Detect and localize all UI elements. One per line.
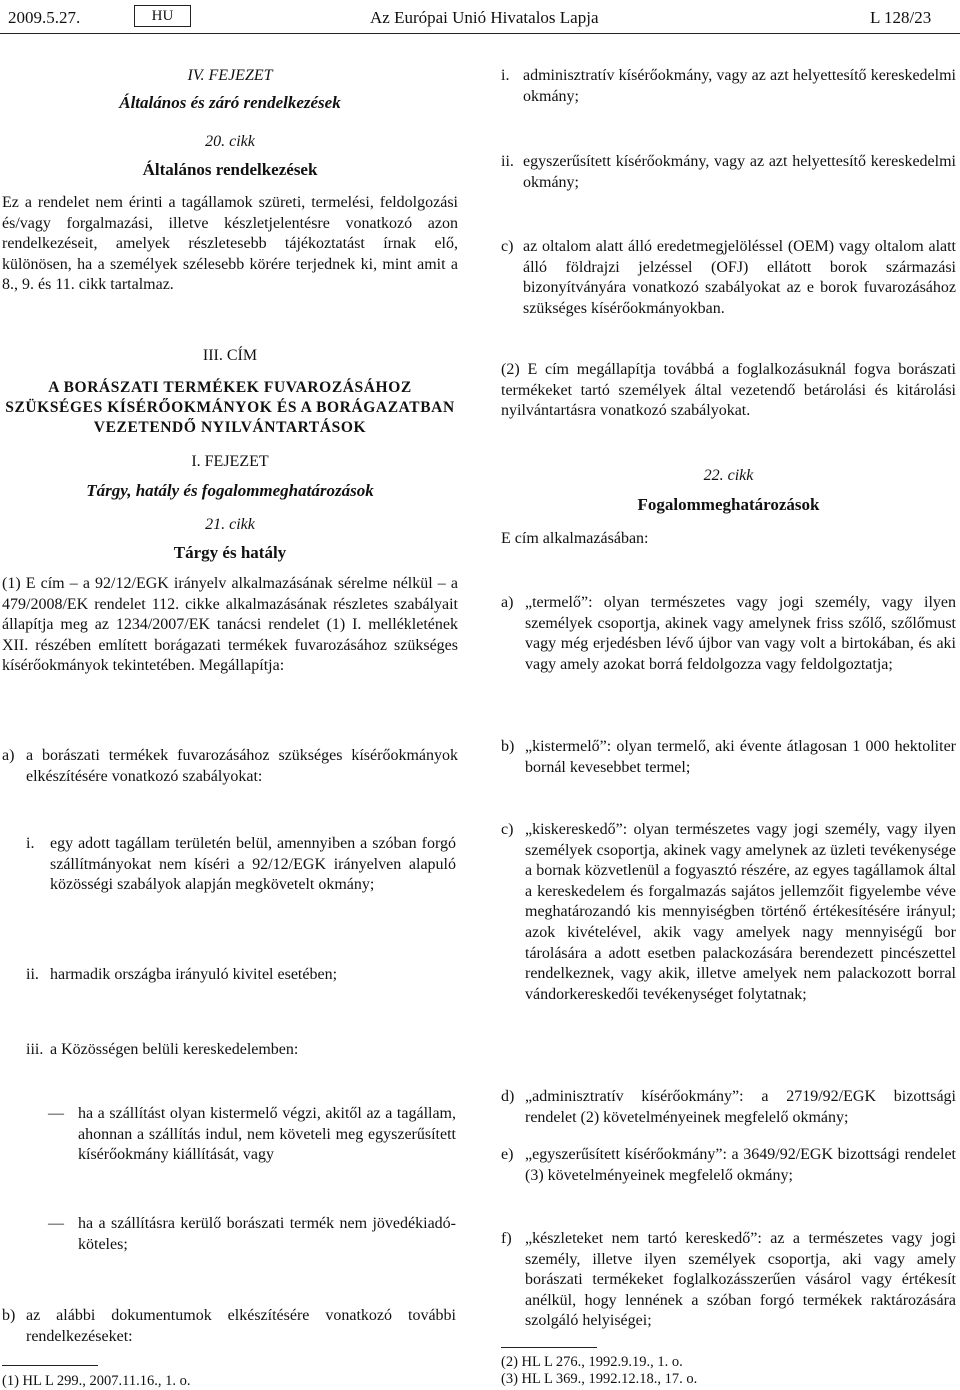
dash-1-text: ha a szállítást olyan kistermelő végzi, akitől az a tagállam, ahonnan a szállítás indul, nem követeli meg egyszerűsített kísérőokmány kiállítását, vagy [78,1105,456,1164]
language-badge: HU [134,5,191,27]
right-item-i-text: adminisztratív kísérőokmány, vagy az azt helyettesítő kereskedelmi okmány; [523,67,956,105]
chapter-1-label: I. FEJEZET [191,453,269,470]
def-c-label: c) [501,821,514,838]
def-f-label: f) [501,1230,512,1247]
article-20-title: Általános rendelkezések [142,160,318,179]
chapter-4-label: IV. FEJEZET [187,67,273,84]
dash-2-text: ha a szállításra kerülő borászati termék nem jövedékiadó-köteles; [78,1215,456,1253]
page-number: L 128/23 [870,8,932,27]
header-date: 2009.5.27. [8,8,81,27]
definitions-intro: E cím alkalmazásában: [501,530,649,547]
footnote-2: (2) HL L 276., 1992.9.19., 1. o. [501,1354,683,1370]
item-b-label: b) [2,1307,16,1324]
article-22-label: 22. cikk [703,467,754,484]
article-21-title: Tárgy és hatály [173,543,287,562]
def-a-label: a) [501,594,514,611]
footnote-rule-right [501,1347,597,1348]
article-21-paragraph-1: (1) E cím – a 92/12/EGK irányelv alkalmazásának sérelme nélkül – a 479/2008/EK rendelet 112. cikke alkalmazásának részletes szabályait állapítja meg az 1234/2007/EK tanácsi rendelet (1) I. mellékletének XII. részében említett borágazati termékek fuvarozásához szükséges kísérőokmányok tekintetében. Megállapítja: [2,575,458,675]
def-c-text: „kiskereskedő”: olyan természetes vagy jogi személy, vagy ilyen személyek csoportja, akinek vagy amelynek az üzleti tevékenysége a bornak közvetlenül a fogyasztó részére, az egyes tagállamok által a kereskedelem és forgalmazás sajátos jellemzőit figyelembe véve meghatározandó kis mennyiségben történő értékesítésére irányul; azok kivételével, akik vagy amelyek nagy mennyiségű bor tárolására a adott esetben palackozására berendezett pincészettel rendelkeznek, vagy akik, illetve amelyek nem palackozott borral vándorkereskedői tevékenységet folytatnak; [525,821,956,1003]
header-rule [0,33,960,34]
item-a-label: a) [2,747,15,764]
right-item-ii-label: ii. [501,153,514,170]
def-e-label: e) [501,1146,514,1163]
item-ii-label: ii. [26,966,39,983]
chapter-4-title: Általános és záró rendelkezések [119,93,341,112]
item-i-text: egy adott tagállam területén belül, amennyiben a szóban forgó szállítmányokat nem kíséri a 92/12/EGK irányelven alapuló közösségi szabályok alapján megkövetelt okmány; [50,835,456,894]
right-item-i-label: i. [501,67,510,84]
article-22-title: Fogalommeghatározások [637,495,820,514]
title-3-label: III. CÍM [202,347,258,364]
article-20-label: 20. cikk [205,133,255,150]
dash-2-mark: — [48,1215,64,1232]
item-iii-text: a Közösségen belüli kereskedelemben: [50,1041,299,1058]
footnote-3: (3) HL L 369., 1992.12.18., 17. o. [501,1371,698,1387]
right-item-c-text: az oltalom alatt álló eredetmegjelöléssel (OEM) vagy oltalom alatt álló földrajzi jelzéssel (OFJ) ellátott borok származási bizonyítványára vonatkozó szabályokat az e borok fuvarozásához szükséges kísérőokmányokban. [523,238,956,317]
item-i-label: i. [26,835,35,852]
def-b-text: „kistermelő”: olyan termelő, aki évente átlagosan 1 000 hektoliter bornál kevesebbet termel; [525,738,956,776]
journal-title: Az Európai Unió Hivatalos Lapja [370,8,599,27]
article-20-text: Ez a rendelet nem érinti a tagállamok szüreti, termelési, feldolgozási és/vagy forgalmazási, illetve készletjelentésre vonatkozó azon rendelkezéseit, amelyek részletesebb tájékoztatást írnak elő, különösen, ha a személyek szélesebb körére terjednek ki, mint amit a 8., 9. és 11. cikk tartalmaz. [2,194,458,294]
def-d-label: d) [501,1088,515,1105]
item-iii-label: iii. [26,1041,44,1058]
footnote-rule-left [2,1365,98,1366]
def-f-text: „készleteket nem tartó kereskedő”: az a természetes vagy jogi személy, illetve ilyen személyek csoportja, aki vagy amely borászati termékeket foglalkozásszerűen vásárol vagy értékesít anélkül, hogy lennének a szóban forgó termékek raktározására szolgáló helyiségei; [525,1230,956,1330]
def-b-label: b) [501,738,515,755]
item-ii-text: harmadik országba irányuló kivitel esetében; [50,966,338,983]
def-d-text: „adminisztratív kísérőokmány”: a 2719/92/EGK bizottsági rendelet (2) követelményeinek megfelelő okmány; [525,1088,956,1126]
article-21-label: 21. cikk [205,516,255,533]
item-b-text: az alábbi dokumentumok elkészítésére vonatkozó további rendelkezéseket: [26,1307,456,1345]
chapter-1-title: Tárgy, hatály és fogalommeghatározások [86,481,374,500]
def-a-text: „termelő”: olyan természetes vagy jogi személy, vagy ilyen személyek csoportja, akinek vagy amelynek friss szőlő, szőlőmust vagy még erjedésben lévő újbor van vagy volt a birtokában, és aki vagy amely azokat borrá feldolgozza vagy feldolgoztatja; [525,594,956,673]
paragraph-2: (2) E cím megállapítja továbbá a foglalkozásuknál fogva borászati termékeket tartó személyek által vezetendő betárolási és kitárolási nyilvántartásra vonatkozó szabályokat. [501,361,956,420]
title-3-heading: A BORÁSZATI TERMÉKEK FUVAROZÁSÁHOZ SZÜKSÉGES KÍSÉRŐOKMÁNYOK ÉS A BORÁGAZATBAN VEZETENDŐ NYILVÁNTARTÁSOK [5,379,455,436]
def-e-text: „egyszerűsített kísérőokmány”: a 3649/92/EGK bizottsági rendelet (3) követelményeinek megfelelő okmány; [525,1146,956,1184]
page-header [0,4,960,26]
footnote-1: (1) HL L 299., 2007.11.16., 1. o. [2,1373,191,1389]
right-item-ii-text: egyszerűsített kísérőokmány, vagy az azt helyettesítő kereskedelmi okmány; [523,153,956,191]
dash-1-mark: — [48,1105,64,1122]
right-item-c-label: c) [501,238,514,255]
item-a-text: a borászati termékek fuvarozásához szükséges kísérőokmányok elkészítésére vonatkozó szabályokat: [26,747,458,785]
